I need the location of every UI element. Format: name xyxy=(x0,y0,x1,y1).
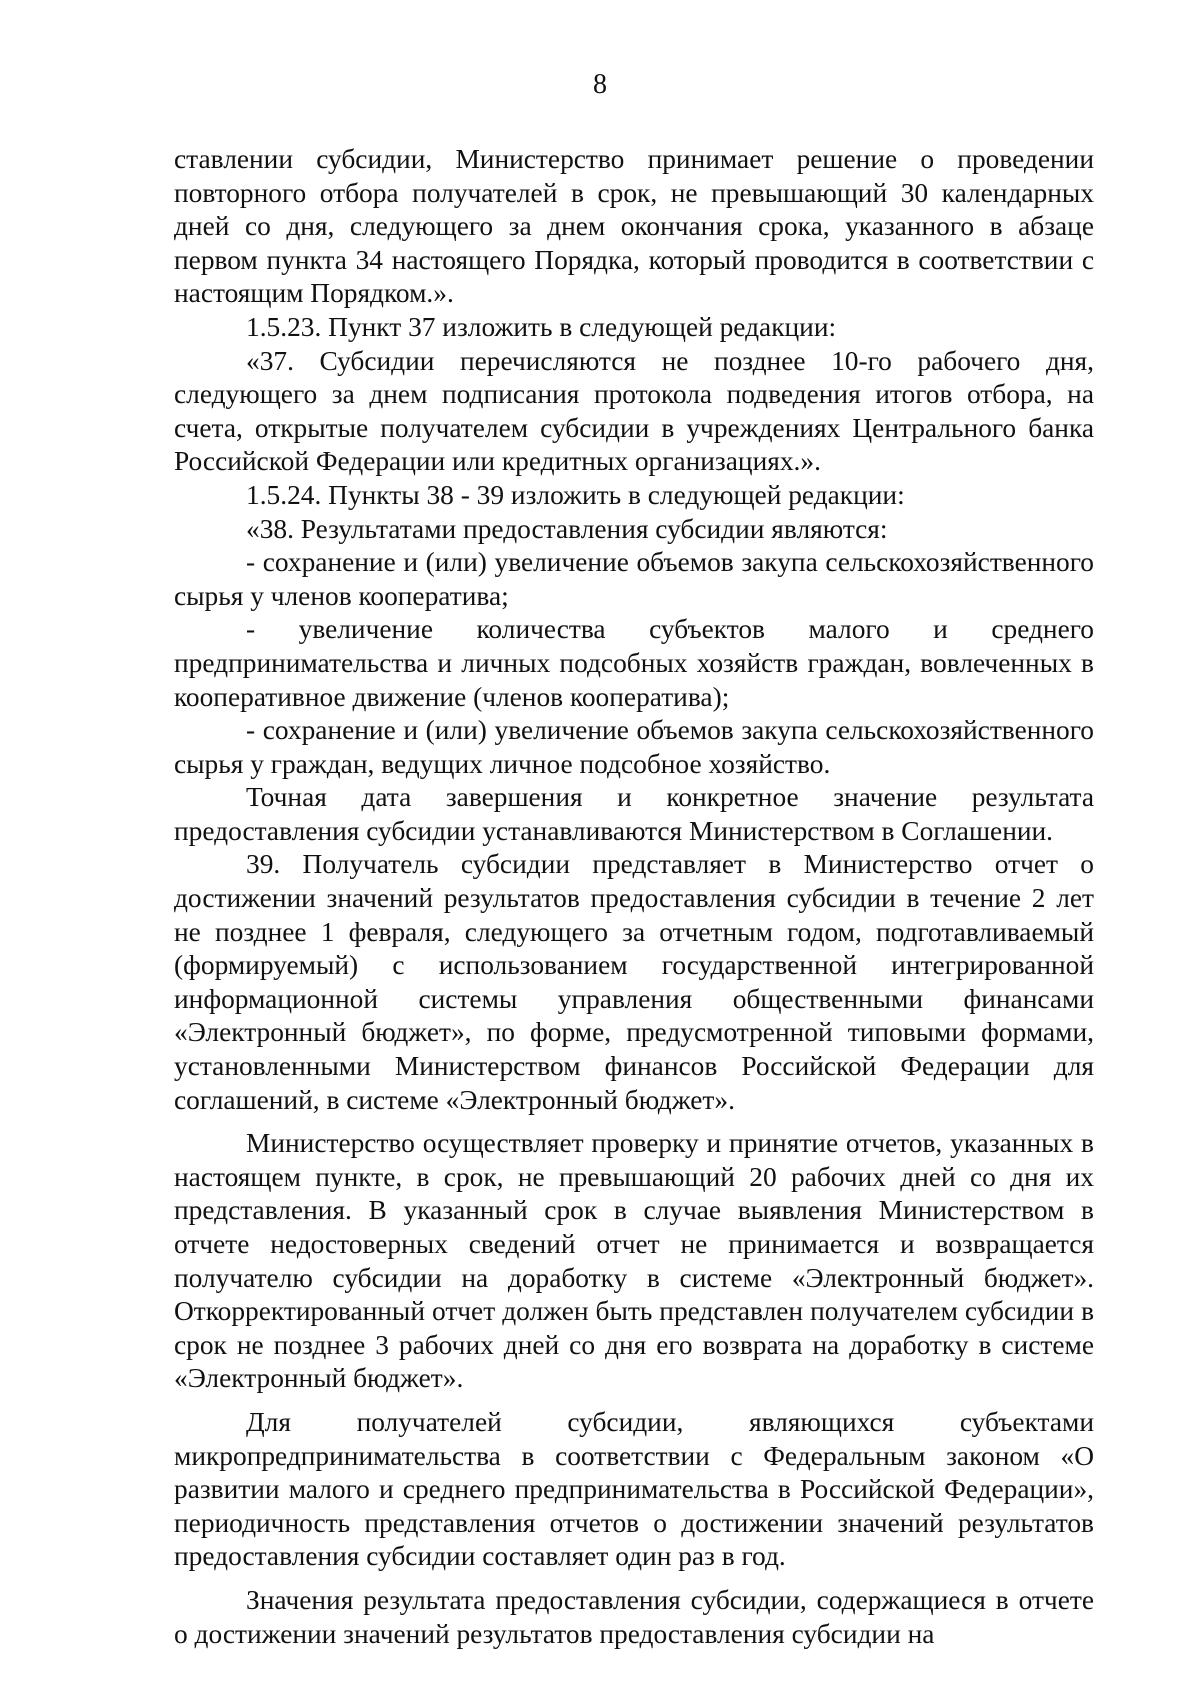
list-item: - увеличение количества субъектов малого и среднего предпринимательства и личных подсобных хозяйств граждан, вовлеченных в кооперативное движение (членов кооператива); xyxy=(174,614,1094,712)
paragraph: Для получателей субсидии, являющихся субъектами микропредпринимательства в соответствии с Федеральным законом «О развитии малого и среднего предпринимательства в Российской Федерации», периодичность представления отчетов о достижении значений результатов предоставления субсидии составляет один раз в год. xyxy=(174,1406,1094,1572)
paragraph: 1.5.23. Пункт 37 изложить в следующей редакции: xyxy=(246,311,837,342)
paragraph: 39. Получатель субсидии представляет в Министерство отчет о достижении значений результатов предоставления субсидии в течение 2 лет не позднее 1 февраля, следующего за отчетным годом, подготавливаемый (формируемый) с использованием государственной интегрированной информационной системы управления общественными финансами «Электронный бюджет», по форме, предусмотренной типовыми формами, установленными Министерством финансов Российской Федерации для соглашений, в системе «Электронный бюджет». xyxy=(174,849,1094,1115)
paragraph: «38. Результатами предоставления субсидии являются: xyxy=(246,513,888,544)
paragraph: ставлении субсидии, Министерство принимает решение о проведении повторного отбора получателей в срок, не превышающий 30 календарных дней со дня, следующего за днем окончания срока, указанного в абзаце первом пункта 34 настоящего Порядка, который проводится в соответствии с настоящим Порядком.». xyxy=(174,144,1094,309)
list-item: - сохранение и (или) увеличение объемов закупа сельскохозяйственного сырья у членов кооператива; xyxy=(174,547,1094,611)
page-number: 8 xyxy=(593,69,607,100)
paragraph: Значения результата предоставления субсидии, содержащиеся в отчете о достижении значений результатов предоставления субсидии на xyxy=(174,1584,1094,1649)
paragraph: Точная дата завершения и конкретное значение результата предоставления субсидии устанавливаются Министерством в Соглашении. xyxy=(174,782,1094,846)
document-body xyxy=(174,143,1094,1651)
paragraph: «37. Субсидии перечисляются не позднее 10-го рабочего дня, следующего за днем подписания протокола подведения итогов отбора, на счета, открытые получателем субсидии в учреждениях Центрального банка Российской Федерации или кредитных организациях.». xyxy=(174,345,1094,477)
list-item: - сохранение и (или) увеличение объемов закупа сельскохозяйственного сырья у граждан, ведущих личное подсобное хозяйство. xyxy=(174,715,1094,779)
paragraph: Министерство осуществляет проверку и принятие отчетов, указанных в настоящем пункте, в срок, не превышающий 20 рабочих дней со дня их представления. В указанный срок в случае выявления Министерством в отчете недостоверных сведений отчет не принимается и возвращается получателю субсидии на доработку в системе «Электронный бюджет». Откорректированный отчет должен быть представлен получателем субсидии в срок не позднее 3 рабочих дней со дня его возврата на доработку в системе «Электронный бюджет». xyxy=(174,1128,1094,1394)
paragraph: 1.5.24. Пункты 38 - 39 изложить в следующей редакции: xyxy=(246,479,905,510)
